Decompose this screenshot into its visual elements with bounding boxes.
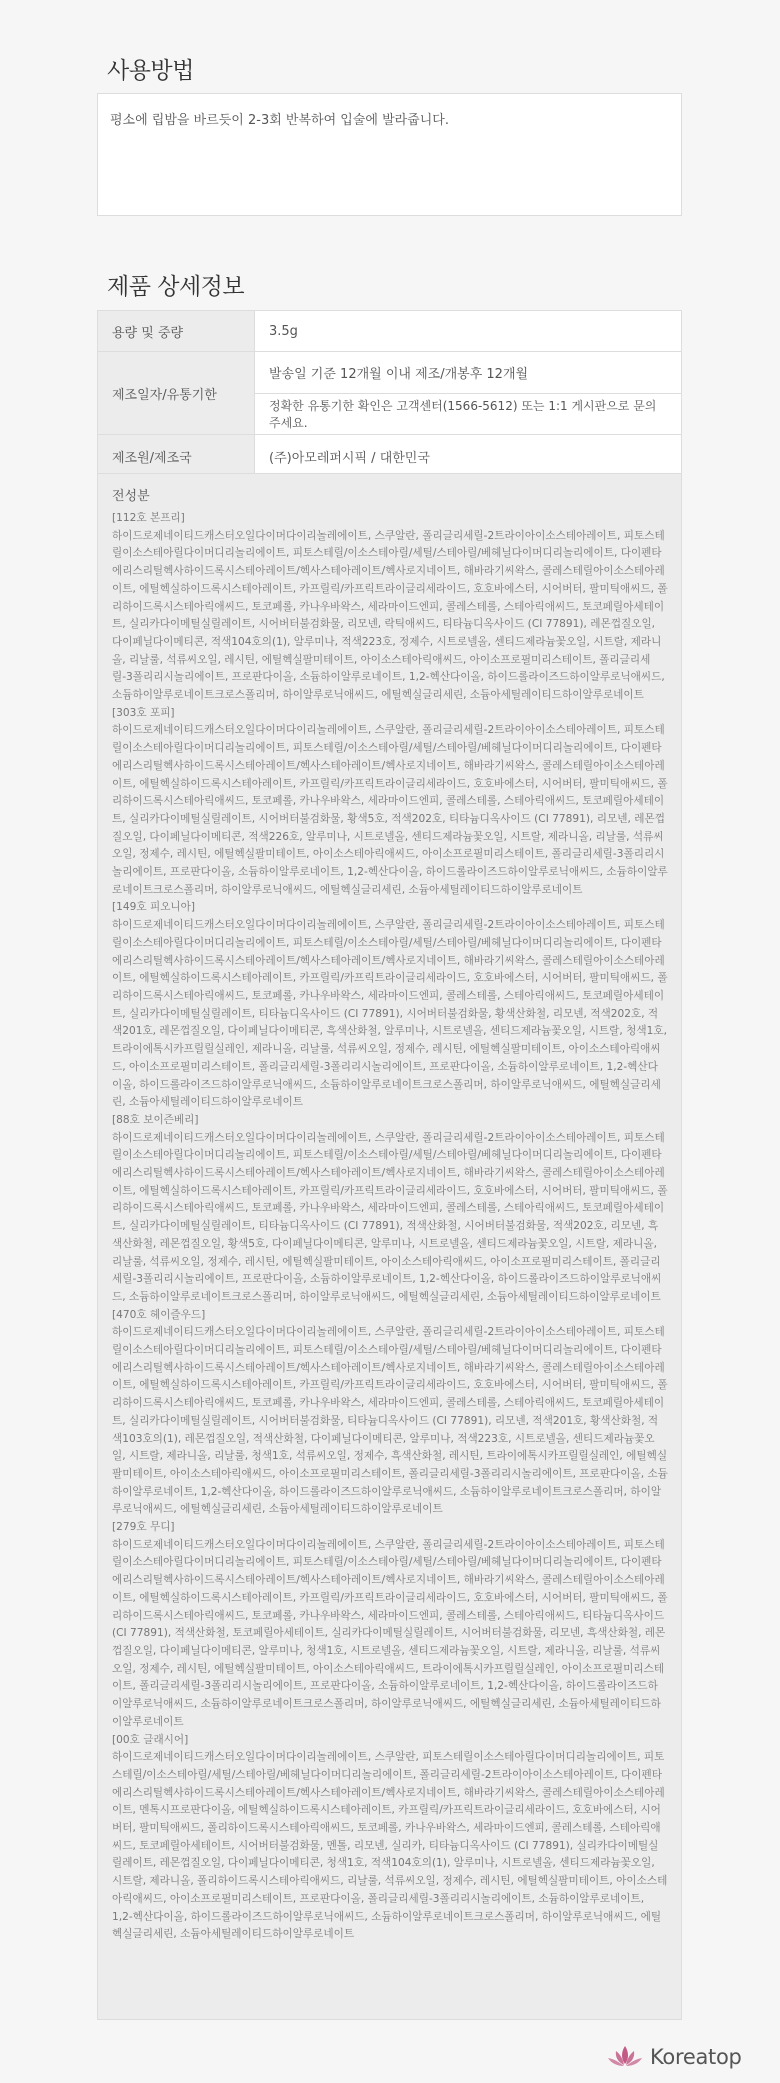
shade-name: [149호 피오니아]: [112, 901, 196, 914]
ingredient-group: [112, 1112, 668, 1307]
product-details-table: [97, 310, 682, 478]
detail-value: 3.5g: [255, 311, 682, 352]
shade-name: [279호 무디]: [112, 1521, 175, 1534]
ingredient-list: 하이드로제네이티드캐스터오일다이머다이리놀레에이트, 스쿠알란, 폴리글리세릴-2트라이아이소스테아레이트, 피토스테릴이소스테아릴다이머디리놀리에이트, 피토스테릴/이소스테아릴/세틸/스테아릴/베헤닐다이머디리놀리에이트, 다이펜타에리스리틸헥사하이드록시스테아레이트/헥사스테아레이트/헥사로지네이트, 해바라기씨왁스, 콜레스테릴아이소스테아레이트, 에틸헥실하이드록시스테아레이트, 카프릴릭/카프릭트라이글리세라이드, 호호바에스터, 시어버터, 팔미틱애씨드, 폴리하이드록시스테아릭애씨드, 토코페롤, 카나우바왁스, 세라마이드엔피, 콜레스테롤, 스테아릭애씨드, 티타늄디옥사이드 (CI 77891), 적색산화철, 토코페릴아세테이트, 실리카다이메틸실릴레이트, 시어버터불검화물, 리모넨, 흑색산화철, 레몬껍질오일, 다이페닐다이메티콘, 알루미나, 청색1호, 시트로넬올, 센티드제라늄꽃오일, 시트랄, 제라니올, 리날룰, 석류씨오일, 정제수, 레시틴, 에틸헥실팔미테이트, 아이소스테아릭애씨드, 트라이에톡시카프릴릴실레인, 아이소프로필미리스테이트, 폴리글리세릴-3폴리리시놀리에이트, 프로판다이올, 소듐하이알루로네이트, 1,2-헥산다이올, 하이드롤라이즈드하이알루로닉애씨드, 소듐하이알루로네이트크로스폴리머, 하이알루로닉애씨드, 에틸헥실글리세린, 소듐아세틸레이티드하이알루로네이트: [112, 1538, 668, 1728]
detail-row-manufacturer: [98, 435, 682, 478]
ingredients-title: 전성분: [112, 489, 150, 504]
detail-label: 제조일자/유통기한: [98, 352, 255, 435]
ingredient-group: [112, 1307, 668, 1519]
shade-name: [112호 본프리]: [112, 512, 185, 524]
brand-name: Koreatop: [650, 2045, 742, 2069]
ingredient-group: [112, 899, 668, 1111]
detail-row-volume: [98, 311, 682, 352]
usage-text: 평소에 립밤을 바르듯이 2-3회 반복하여 입술에 발라줍니다.: [110, 113, 449, 128]
brand-logo[interactable]: [606, 2040, 768, 2074]
ingredient-list: 하이드로제네이티드캐스터오일다이머다이리놀레에이트, 스쿠알란, 피토스테릴이소스테아릴다이머디리놀리에이트, 피토스테릴/이소스테아릴/세틸/스테아릴/베헤닐다이머디리놀리에이트, 폴리글리세릴-2트라이아이소스테아레이트, 다이펜타에리스리틸헥사하이드록시스테아레이트/헥사스테아레이트/헥사로지네이트, 해바라기씨왁스, 콜레스테릴아이소스테아레이트, 멘톡시프로판다이올, 에틸헥실하이드록시스테아레이트, 카프릴릭/카프릭트라이글리세라이드, 호호바에스터, 시어버터, 팔미틱애씨드, 폴리하이드록시스테아릭애씨드, 토코페롤, 카나우바왁스, 세라마이드엔피, 콜레스테롤, 스테아릭애씨드, 토코페릴아세테이트, 시어버터불검화물, 멘톨, 리모넨, 실리카, 티타늄디옥사이드 (CI 77891), 실리카다이메틸실릴레이트, 레몬껍질오일, 다이페닐다이메티콘, 청색1호, 적색104호의(1), 알루미나, 시트로넬올, 센티드제라늄꽃오일, 시트랄, 제라니올, 폴리하이드록시스테아릭애씨드, 리날룰, 석류씨오일, 정제수, 레시틴, 에틸헥실팔미테이트, 아이소스테아릭애씨드, 아이소프로필미리스테이트, 프로판다이올, 폴리글리세릴-3폴리리시놀리에이트, 소듐하이알루로네이트, 1,2-헥산다이올, 하이드롤라이즈드하이알루로닉애씨드, 소듐하이알루로네이트크로스폴리머, 하이알루로닉애씨드, 에틸헥실글리세린, 소듐아세틸레이티드하이알루로네이트: [112, 1751, 668, 1941]
ingredient-list: 하이드로제네이티드캐스터오일다이머다이리놀레에이트, 스쿠알란, 폴리글리세릴-2트라이아이소스테아레이트, 피토스테릴이소스테아릴다이머디리놀리에이트, 피토스테릴/이소스테아릴/세틸/스테아릴/베헤닐다이머디리놀리에이트, 다이펜타에리스리틸헥사하이드록시스테아레이트/헥사스테아레이트/헥사로지네이트, 해바라기씨왁스, 콜레스테릴아이소스테아레이트, 에틸헥실하이드록시스테아레이트, 카프릴릭/카프릭트라이글리세라이드, 호호바에스터, 시어버터, 팔미틱애씨드, 폴리하이드록시스테아릭애씨드, 토코페롤, 카나우바왁스, 세라마이드엔피, 콜레스테롤, 스테아릭애씨드, 토코페릴아세테이트, 실리카다이메틸실릴레이트, 티타늄디옥사이드 (CI 77891), 적색산화철, 시어버터불검화물, 적색202호, 리모넨, 흑색산화철, 레몬껍질오일, 황색5호, 다이페닐다이메티콘, 알루미나, 시트로넬올, 센티드제라늄꽃오일, 시트랄, 제라니올, 리날룰, 석류씨오일, 정제수, 레시틴, 에틸헥실팔미테이트, 아이소스테아릭애씨드, 아이소프로필미리스테이트, 폴리글리세릴-3폴리리시놀리에이트, 프로판다이올, 소듐하이알루로네이트, 1,2-헥산다이올, 하이드롤라이즈드하이알루로닉애씨드, 소듐하이알루로네이트크로스폴리머, 하이알루로닉애씨드, 에틸헥실글리세린, 소듐아세틸레이티드하이알루로네이트: [112, 1131, 668, 1303]
ingredient-list: 하이드로제네이티드캐스터오일다이머다이리놀레에이트, 스쿠알란, 폴리글리세릴-2트라이아이소스테아레이트, 피토스테릴이소스테아릴다이머디리놀리에이트, 피토스테릴/이소스테아릴/세틸/스테아릴/베헤닐다이머디리놀리에이트, 다이펜타에리스리틸헥사하이드록시스테아레이트/헥사스테아레이트/헥사로지네이트, 해바라기씨왁스, 콜레스테릴아이소스테아레이트, 에틸헥실하이드록시스테아레이트, 카프릴릭/카프릭트라이글리세라이드, 호호바에스터, 시어버터, 팔미틱애씨드, 폴리하이드록시스테아릭애씨드, 토코페롤, 카나우바왁스, 세라마이드엔피, 콜레스테롤, 스테아릭애씨드, 토코페릴아세테이트, 실리카다이메틸실릴레이트, 시어버터불검화물, 티타늄디옥사이드 (CI 77891), 리모넨, 적색201호, 황색산화철, 적색103호의(1), 레몬껍질오일, 적색산화철, 다이페닐다이메티콘, 알루미나, 적색223호, 시트로넬올, 센티드제라늄꽃오일, 시트랄, 제라니올, 리날룰, 청색1호, 석류씨오일, 정제수, 흑색산화철, 레시틴, 트라이에톡시카프릴릴실레인, 에틸헥실팔미테이트, 아이소스테아릭애씨드, 아이소프로필미리스테이트, 폴리글리세릴-3폴리리시놀리에이트, 프로판다이올, 소듐하이알루로네이트, 1,2-헥산다이올, 하이드롤라이즈드하이알루로닉애씨드, 소듐하이알루로네이트크로스폴리머, 하이알루로닉애씨드, 에틸헥실글리세린, 소듐아세틸레이티드하이알루로네이트: [112, 1326, 668, 1516]
detail-row-expiry: [98, 352, 682, 394]
ingredient-group: [112, 510, 668, 705]
shade-name: [470호 헤이즐우드]: [112, 1308, 206, 1321]
detail-value: 정확한 유통기한 확인은 고객센터(1566-5612) 또는 1:1 게시판으로 문의주세요.: [255, 394, 682, 435]
usage-box: [97, 93, 682, 216]
ingredient-list: 하이드로제네이티드캐스터오일다이머다이리놀레에이트, 스쿠알란, 폴리글리세릴-2트라이아이소스테아레이트, 피토스테릴이소스테아릴다이머디리놀리에이트, 피토스테릴/이소스테아릴/세틸/스테아릴/베헤닐다이머디리놀리에이트, 다이펜타에리스리틸헥사하이드록시스테아레이트/헥사스테아레이트/헥사로지네이트, 해바라기씨왁스, 콜레스테릴아이소스테아레이트, 에틸헥실하이드록시스테아레이트, 카프릴릭/카프릭트라이글리세라이드, 호호바에스터, 시어버터, 팔미틱애씨드, 폴리하이드록시스테아릭애씨드, 토코페롤, 카나우바왁스, 세라마이드엔피, 콜레스테롤, 스테아릭애씨드, 토코페릴아세테이트, 실리카다이메틸실릴레이트, 티타늄디옥사이드 (CI 77891), 시어버터불검화물, 황색산화철, 리모넨, 적색202호, 적색201호, 레몬껍질오일, 다이페닐다이메티콘, 흑색산화철, 알루미나, 시트로넬올, 센티드제라늄꽃오일, 시트랄, 청색1호, 트라이에톡시카프릴릴실레인, 제라니올, 리날룰, 석류씨오일, 정제수, 레시틴, 에틸헥실팔미테이트, 아이소스테아릭애씨드, 아이소프로필미리스테이트, 폴리글리세릴-3폴리리시놀리에이트, 프로판다이올, 소듐하이알루로네이트, 1,2-헥산다이올, 하이드롤라이즈드하이알루로닉애씨드, 소듐하이알루로네이트크로스폴리머, 하이알루로닉애씨드, 에틸헥실글리세린, 소듐아세틸레이티드하이알루로네이트: [112, 919, 668, 1109]
shade-name: [00호 글래시어]: [112, 1733, 189, 1746]
shade-name: [88호 보이즌베리]: [112, 1113, 199, 1126]
lotus-logo-icon: [606, 2043, 644, 2071]
ingredient-list: 하이드로제네이티드캐스터오일다이머다이리놀레에이트, 스쿠알란, 폴리글리세릴-2트라이아이소스테아레이트, 피토스테릴이소스테아릴다이머디리놀리에이트, 피토스테릴/이소스테아릴/세틸/스테아릴/베헤닐다이머디리놀리에이트, 다이펜타에리스리틸헥사하이드록시스테아레이트/헥사스테아레이트/헥사로지네이트, 해바라기씨왁스, 콜레스테릴아이소스테아레이트, 에틸헥실하이드록시스테아레이트, 카프릴릭/카프릭트라이글리세라이드, 호호바에스터, 시어버터, 팔미틱애씨드, 폴리하이드록시스테아릭애씨드, 토코페롤, 카나우바왁스, 세라마이드엔피, 콜레스테롤, 스테아릭애씨드, 토코페릴아세테이트, 실리카다이메틸실릴레이트, 시어버터불검화물, 리모넨, 락틱애씨드, 티타늄디옥사이드 (CI 77891), 레몬껍질오일, 다이페닐다이메티콘, 적색104호의(1), 알루미나, 적색223호, 정제수, 시트로넬올, 센티드제라늄꽃오일, 시트랄, 제라니올, 리날룰, 석류씨오일, 레시틴, 에틸헥실팔미테이트, 아이소스테아릭애씨드, 아이소프로필미리스테이트, 폴리글리세릴-3폴리리시놀리에이트, 프로판다이올, 소듐하이알루로네이트, 1,2-헥산다이올, 하이드롤라이즈드하이알루로닉애씨드, 소듐하이알루로네이트크로스폴리머, 하이알루로닉애씨드, 에틸헥실글리세린, 소듐아세틸레이티드하이알루로네이트: [112, 529, 668, 702]
ingredient-list: 하이드로제네이티드캐스터오일다이머다이리놀레에이트, 스쿠알란, 폴리글리세릴-2트라이아이소스테아레이트, 피토스테릴이소스테아릴다이머디리놀리에이트, 피토스테릴/이소스테아릴/세틸/스테아릴/베헤닐다이머디리놀리에이트, 다이펜타에리스리틸헥사하이드록시스테아레이트/헥사스테아레이트/헥사로지네이트, 해바라기씨왁스, 콜레스테릴아이소스테아레이트, 에틸헥실하이드록시스테아레이트, 카프릴릭/카프릭트라이글리세라이드, 호호바에스터, 시어버터, 팔미틱애씨드, 폴리하이드록시스테아릭애씨드, 토코페롤, 카나우바왁스, 세라마이드엔피, 콜레스테롤, 스테아릭애씨드, 토코페릴아세테이트, 실리카다이메틸실릴레이트, 시어버터불검화물, 황색5호, 적색202호, 티타늄디옥사이드 (CI 77891), 리모넨, 레몬껍질오일, 다이페닐다이메티콘, 적색226호, 알루미나, 시트로넬올, 센티드제라늄꽃오일, 시트랄, 제라니올, 리날룰, 석류씨오일, 정제수, 레시틴, 에틸헥실팔미테이트, 아이소스테아릭애씨드, 아이소프로필미리스테이트, 폴리글리세릴-3폴리리시놀리에이트, 프로판다이올, 소듐하이알루로네이트, 1,2-헥산다이올, 하이드롤라이즈드하이알루로닉애씨드, 소듐하이알루로네이트크로스폴리머, 하이알루로닉애씨드, 에틸헥실글리세린, 소듐아세틸레이티드하이알루로네이트: [112, 724, 668, 896]
detail-value: 발송일 기준 12개월 이내 제조/개봉후 12개월: [255, 352, 682, 394]
usage-section-title: 사용방법: [107, 58, 194, 84]
detail-label: 제조원/제조국: [98, 435, 255, 478]
ingredient-group: [112, 1732, 668, 1944]
ingredient-group: [112, 1519, 668, 1731]
detail-value: (주)아모레퍼시픽 / 대한민국: [255, 435, 682, 478]
ingredients-box: [97, 473, 682, 2020]
shade-name: [303호 포피]: [112, 706, 175, 719]
detail-label: 용량 및 중량: [98, 311, 255, 352]
product-details-title: 제품 상세정보: [107, 274, 245, 300]
ingredient-group: [112, 705, 668, 900]
